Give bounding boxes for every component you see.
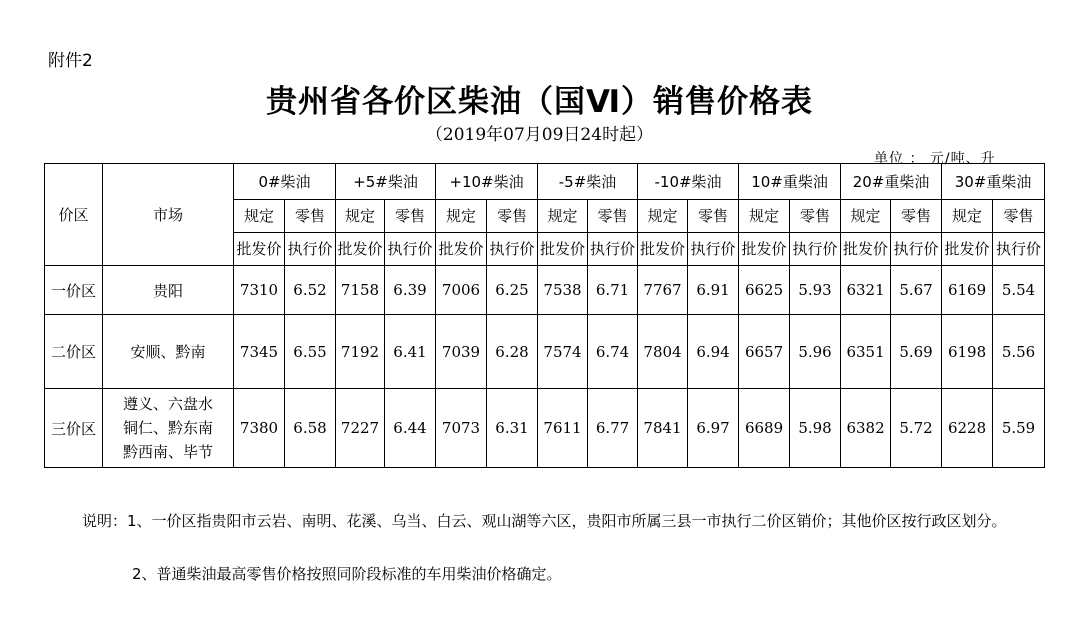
retail-price-cell: 6.71 (588, 266, 638, 315)
sub-header-wholesale: 批发价 (234, 233, 285, 266)
sub-header-retail: 零售 (285, 200, 336, 233)
wholesale-price-cell: 7310 (234, 266, 285, 315)
wholesale-price-cell: 7574 (538, 315, 588, 389)
sub-header-executed: 执行价 (688, 233, 739, 266)
fuel-header: +10#柴油 (436, 164, 538, 200)
retail-price-cell: 6.25 (487, 266, 538, 315)
sub-header-retail: 零售 (688, 200, 739, 233)
market-cell (103, 315, 234, 389)
retail-price-cell: 5.93 (790, 266, 841, 315)
retail-price-cell: 6.41 (385, 315, 436, 389)
wholesale-price-cell: 7158 (336, 266, 385, 315)
wholesale-price-cell: 7804 (638, 315, 688, 389)
unit-label: 单位 ： 元/吨、升 (874, 151, 996, 167)
sub-header-regulated: 规定 (336, 200, 385, 233)
sub-header-retail: 零售 (891, 200, 942, 233)
wholesale-price-cell: 6382 (841, 389, 891, 468)
region-cell: 一价区 (45, 266, 103, 315)
sub-header-regulated: 规定 (739, 200, 790, 233)
retail-price-cell: 5.69 (891, 315, 942, 389)
header-region: 价区 (45, 164, 103, 266)
wholesale-price-cell: 7073 (436, 389, 487, 468)
attachment-label: 附件2 (48, 51, 93, 71)
fuel-header: 20#重柴油 (841, 164, 942, 200)
wholesale-price-cell: 6657 (739, 315, 790, 389)
retail-price-cell: 5.67 (891, 266, 942, 315)
sub-header-wholesale: 批发价 (638, 233, 688, 266)
sub-header-retail: 零售 (993, 200, 1045, 233)
header-market: 市场 (103, 164, 234, 266)
market-line: 安顺、黔南 (130, 343, 206, 361)
sub-header-executed: 执行价 (588, 233, 638, 266)
sub-header-wholesale: 批发价 (739, 233, 790, 266)
note-1: 说明：1、一价区指贵阳市云岩、南明、花溪、乌当、白云、观山湖等六区，贵阳市所属三县一市执行二价区销价；其他价区按行政区划分。 (82, 512, 1007, 530)
retail-price-cell: 6.39 (385, 266, 436, 315)
market-line: 遵义、六盘水 (122, 395, 213, 413)
retail-price-cell: 6.74 (588, 315, 638, 389)
fuel-header: 30#重柴油 (942, 164, 1045, 200)
retail-price-cell: 5.96 (790, 315, 841, 389)
market-cell (103, 389, 234, 468)
region-cell: 三价区 (45, 389, 103, 468)
sub-header-wholesale: 批发价 (841, 233, 891, 266)
retail-price-cell: 6.91 (688, 266, 739, 315)
retail-price-cell: 5.98 (790, 389, 841, 468)
retail-price-cell: 6.55 (285, 315, 336, 389)
wholesale-price-cell: 7345 (234, 315, 285, 389)
wholesale-price-cell: 7192 (336, 315, 385, 389)
retail-price-cell: 5.72 (891, 389, 942, 468)
wholesale-price-cell: 6198 (942, 315, 993, 389)
sub-header-regulated: 规定 (942, 200, 993, 233)
retail-price-cell: 6.58 (285, 389, 336, 468)
region-cell: 二价区 (45, 315, 103, 389)
market-line: 铜仁、黔东南 (122, 419, 213, 437)
sub-header-regulated: 规定 (538, 200, 588, 233)
wholesale-price-cell: 6625 (739, 266, 790, 315)
sub-header-executed: 执行价 (285, 233, 336, 266)
sub-header-regulated: 规定 (841, 200, 891, 233)
sub-header-retail: 零售 (790, 200, 841, 233)
sub-header-regulated: 规定 (436, 200, 487, 233)
retail-price-cell: 6.94 (688, 315, 739, 389)
wholesale-price-cell: 7841 (638, 389, 688, 468)
fuel-header: 0#柴油 (234, 164, 336, 200)
wholesale-price-cell: 6689 (739, 389, 790, 468)
sub-header-retail: 零售 (385, 200, 436, 233)
retail-price-cell: 6.44 (385, 389, 436, 468)
sub-header-executed: 执行价 (891, 233, 942, 266)
wholesale-price-cell: 6228 (942, 389, 993, 468)
sub-header-wholesale: 批发价 (942, 233, 993, 266)
wholesale-price-cell: 7380 (234, 389, 285, 468)
fuel-header: +5#柴油 (336, 164, 436, 200)
sub-header-executed: 执行价 (385, 233, 436, 266)
table-row (45, 389, 1045, 468)
price-table (44, 163, 1045, 468)
retail-price-cell: 6.31 (487, 389, 538, 468)
sub-header-regulated: 规定 (638, 200, 688, 233)
wholesale-price-cell: 7538 (538, 266, 588, 315)
retail-price-cell: 6.52 (285, 266, 336, 315)
wholesale-price-cell: 6169 (942, 266, 993, 315)
retail-price-cell: 6.77 (588, 389, 638, 468)
page-title: 贵州省各价区柴油（国Ⅵ）销售价格表 (265, 84, 814, 120)
retail-price-cell: 6.97 (688, 389, 739, 468)
sub-header-executed: 执行价 (993, 233, 1045, 266)
fuel-header: -5#柴油 (538, 164, 638, 200)
wholesale-price-cell: 6321 (841, 266, 891, 315)
sub-header-retail: 零售 (588, 200, 638, 233)
retail-price-cell: 5.59 (993, 389, 1045, 468)
note-2: 2、普通柴油最高零售价格按照同阶段标准的车用柴油价格确定。 (132, 565, 562, 583)
sub-header-wholesale: 批发价 (336, 233, 385, 266)
wholesale-price-cell: 7611 (538, 389, 588, 468)
fuel-header: -10#柴油 (638, 164, 739, 200)
wholesale-price-cell: 7767 (638, 266, 688, 315)
retail-price-cell: 5.56 (993, 315, 1045, 389)
market-line: 贵阳 (152, 281, 183, 300)
effective-date: （2019年07月09日24时起） (425, 125, 654, 145)
wholesale-price-cell: 7039 (436, 315, 487, 389)
market-cell (103, 266, 234, 315)
sub-header-wholesale: 批发价 (538, 233, 588, 266)
table-row (45, 315, 1045, 389)
sub-header-executed: 执行价 (487, 233, 538, 266)
sub-header-retail: 零售 (487, 200, 538, 233)
sub-header-executed: 执行价 (790, 233, 841, 266)
retail-price-cell: 6.28 (487, 315, 538, 389)
fuel-header: 10#重柴油 (739, 164, 841, 200)
market-line: 黔西南、毕节 (122, 443, 213, 461)
wholesale-price-cell: 7227 (336, 389, 385, 468)
retail-price-cell: 5.54 (993, 266, 1045, 315)
wholesale-price-cell: 6351 (841, 315, 891, 389)
wholesale-price-cell: 7006 (436, 266, 487, 315)
sub-header-wholesale: 批发价 (436, 233, 487, 266)
sub-header-regulated: 规定 (234, 200, 285, 233)
table-row (45, 266, 1045, 315)
